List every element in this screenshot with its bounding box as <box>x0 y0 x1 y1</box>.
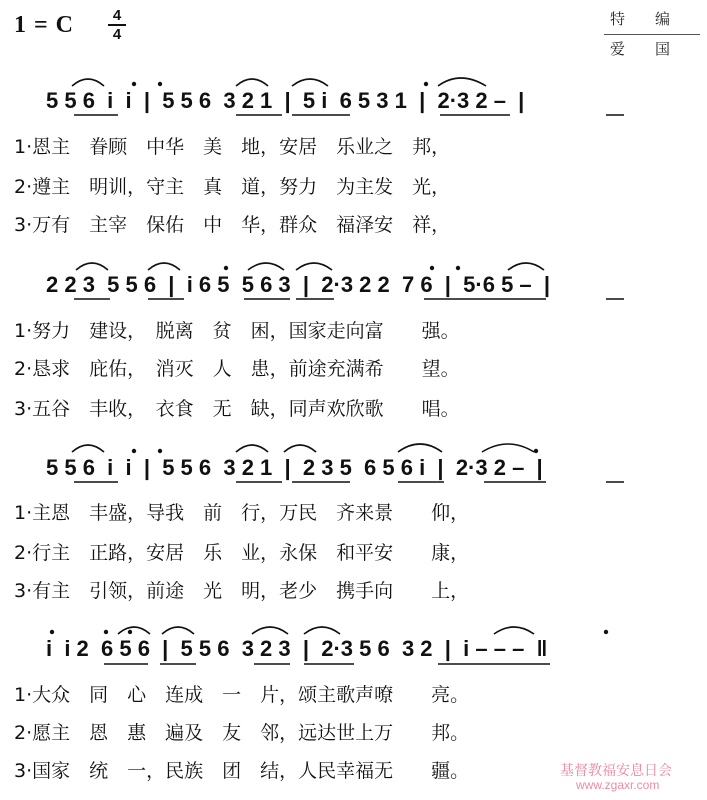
slur <box>284 445 316 452</box>
lyric-verse-3: 3·万有 主宰 保佑 中 华，群众 福泽安 祥， <box>14 214 451 236</box>
slur <box>162 627 194 634</box>
octave-dot <box>104 630 108 634</box>
slur <box>304 627 340 634</box>
slur <box>508 263 544 270</box>
notes-line: i i 2 6 5 6 | 5 5 6 3 2 3 | 2·3 5 6 3 2 | i – – – ‖ <box>46 636 548 661</box>
notes-line: 5 5 6 i i | 5 5 6 3 2 1 | 5 i 6 5 3 1 | 2·3 2 – | <box>46 88 525 113</box>
key-signature: 1 = C <box>14 12 75 38</box>
lyric-verse-2: 2·行主 正路，安居 乐 业，永保 和平安 康， <box>14 542 470 564</box>
slur <box>236 79 268 86</box>
slur <box>248 263 284 270</box>
time-signature-bottom: 4 <box>112 26 122 43</box>
octave-dot <box>132 82 136 86</box>
slur <box>398 444 442 452</box>
lyric-verse-3: 3·五谷 丰收， 衣食 无 缺，同声欢欣歌 唱。 <box>14 398 460 420</box>
slur <box>438 78 486 86</box>
watermark-text: 基督教福安息日会 <box>560 763 672 779</box>
octave-dot <box>430 266 434 270</box>
lyric-verse-2: 2·恳求 庇佑， 消灭 人 患，前途充满希 望。 <box>14 358 460 380</box>
octave-dot <box>158 82 162 86</box>
lyric-verse-1: 1·恩主 眷顾 中华 美 地，安居 乐业之 邦， <box>14 136 451 158</box>
lyric-verse-3: 3·国家 统 一，民族 团 结，人民幸福无 疆。 <box>14 760 470 782</box>
slur <box>482 444 534 452</box>
octave-dot <box>158 449 162 453</box>
slur <box>494 627 534 634</box>
octave-dot <box>424 82 428 86</box>
octave-dot <box>604 630 608 634</box>
watermark-url: www.zgaxr.com <box>576 778 660 792</box>
slur <box>292 79 328 86</box>
slur <box>252 627 288 634</box>
slur <box>148 263 180 270</box>
lyric-verse-1: 1·大众 同 心 连成 一 片，颂主歌声嘹 亮。 <box>14 684 470 706</box>
octave-dot <box>128 630 132 634</box>
octave-dot <box>534 449 538 453</box>
lyric-verse-2: 2·愿主 恩 惠 遍及 友 邻，远达世上万 邦。 <box>14 722 470 744</box>
lyric-verse-2: 2·遵主 明训，守主 真 道，努力 为主发 光， <box>14 176 451 198</box>
notes-line: 2 2 3 5 5 6 | i 6 5 5 6 3 | 2·3 2 2 7 6 | 5·6 5 – | <box>46 272 551 297</box>
octave-dot <box>456 266 460 270</box>
lyric-verse-1: 1·主恩 丰盛，导我 前 行，万民 齐来景 仰， <box>14 502 470 524</box>
octave-dot <box>50 630 54 634</box>
octave-dot <box>224 266 228 270</box>
credit-line-1: 特 编 <box>610 10 671 28</box>
slur <box>72 445 104 452</box>
slur <box>236 445 268 452</box>
notes-line: 5 5 6 i i | 5 5 6 3 2 1 | 2 3 5 6 5 6 i | 2·3 2 – | <box>46 455 543 480</box>
lyric-verse-3: 3·有主 引领，前途 光 明，老少 携手向 上， <box>14 580 470 602</box>
credit-line-2: 爱 国 <box>610 40 671 58</box>
lyric-verse-1: 1·努力 建设， 脱离 贫 困，国家走向富 强。 <box>14 320 460 342</box>
octave-dot <box>132 449 136 453</box>
time-signature-top: 4 <box>112 7 122 24</box>
slur <box>72 79 104 86</box>
slur <box>296 263 332 270</box>
slur <box>76 263 108 270</box>
slur <box>118 627 150 634</box>
